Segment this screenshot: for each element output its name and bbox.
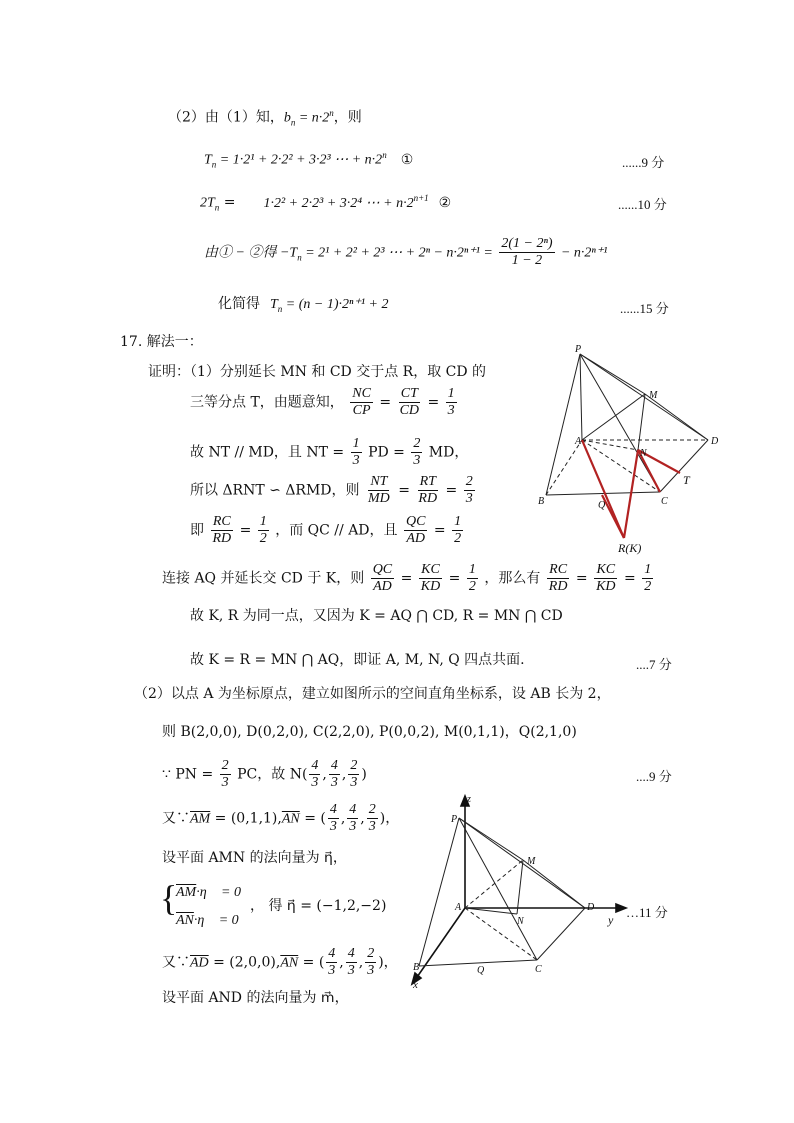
fig2-label-C: C xyxy=(535,964,542,975)
q17-title: 17. 解法一： xyxy=(120,334,203,350)
fig2-label-N: N xyxy=(517,916,524,927)
system-result: ， 得 η⃗ = (−1,2,−2) xyxy=(250,898,387,914)
p2-line-4: 又$\because\overline{AM} = (0,1,1),\overline{AN}$ = ( $\frac{4}{3}$ , $\frac{4}{3}$ , $\frac{2}{3}$ )， xyxy=(162,802,400,835)
fig2-label-B: B xyxy=(413,962,420,973)
proof-line-3: 故 NT // MD，且 NT = $\frac{1}{3}$ PD = $\frac{2}{3}$ MD， xyxy=(190,436,469,469)
p2-line-7: 又$\because\overline{AD} = (2,0,0),\overline{AN}$ = ( $\frac{4}{3}$ , $\frac{4}{3}$ , $\frac{2}{3}$ )， xyxy=(162,946,398,979)
fig1-label-M: M xyxy=(649,390,658,401)
subtraction-equation: 由① − ②得 $-T_n = 2^1 + 2^2 + 2^3$ ⋯ + 2ⁿ − n·2ⁿ⁺¹ = $\frac{\text{2(1 − 2ⁿ)}}{1 - 2}$ − n·2ⁿ⁺¹ xyxy=(204,236,608,269)
fig2-label-Q: Q xyxy=(477,965,485,976)
proof-line-6: 连接 AQ 并延长交 CD 于 K，则 $\frac{QC}{AD}$ = $\frac{KC}{KD}$ = $\frac{1}{2}$ ，那么有 $\frac{RC}{RD}$ = $\frac{KC}{KD}$ = $\frac{1}{2}$ xyxy=(162,562,652,595)
p2-line-8: 设平面 AND 的法向量为 m⃗， xyxy=(162,990,349,1006)
fig1-label-A: A xyxy=(575,436,582,447)
proof-line-8: 故 K = R = MN ⋂ AQ，即证 A, M, N, Q 四点共面. xyxy=(190,652,525,668)
fig1-label-N: N xyxy=(640,448,647,459)
fig2-label-D: D xyxy=(587,902,595,913)
score-9-a: ......9 分 xyxy=(622,155,665,170)
p2-line-5: 设平面 AMN 的法向量为 η⃗， xyxy=(162,850,347,866)
score-7: ....7 分 xyxy=(636,657,672,672)
proof-line-5: 即 $\frac{RC}{RD}$ = $\frac{1}{2}$ ，而 QC // AD，且 $\frac{QC}{AD}$ = $\frac{1}{2}$ xyxy=(190,514,462,547)
fig1-label-P: P xyxy=(575,344,582,355)
fig2-label-z: z xyxy=(467,794,471,805)
system-brace: { xyxy=(160,878,178,918)
system-eq-1: $\overline{AM}\cdot\eta⃗ = 0$ xyxy=(176,885,242,900)
p2-line-1: （2）以点 A 为坐标原点，建立如图所示的空间直角坐标系，设 AB 长为 2， xyxy=(134,686,611,702)
fig1-label-B: B xyxy=(538,496,545,507)
t2n-equation: $2T_n = 1\cdot 2^2 + 2\cdot 2^3 + 3\cdot 2^4$ ⋯ + $n\cdot 2^{n+1}$ ② xyxy=(200,193,452,213)
p2-line-2: 则 B(2,0,0), D(0,2,0), C(2,2,0), P(0,0,2), M(0,1,1)，Q(2,1,0) xyxy=(162,724,577,740)
proof-line-7: 故 K, R 为同一点，又因为 K = AQ ⋂ CD, R = MN ⋂ CD xyxy=(190,608,563,624)
proof-line-1: 证明：（1）分别延长 MN 和 CD 交于点 R，取 CD 的 xyxy=(148,364,487,380)
score-10: ......10 分 xyxy=(618,197,667,212)
figure-pyramid-proof xyxy=(530,340,745,560)
fig2-label-M: M xyxy=(527,856,536,867)
proof-line-2: 三等分点 T，由题意知， $\frac{NC}{CP}$ = $\frac{CT}{CD}$ = $\frac{1}{3}$ xyxy=(190,386,455,419)
fig1-label-C: C xyxy=(661,496,668,507)
tn-equation: $T_n = 1\cdot 2^1 + 2\cdot 2^2 + 3\cdot 2^3$ ⋯ + $n\cdot 2^n$ ① xyxy=(204,150,414,170)
score-15: ......15 分 xyxy=(620,301,669,316)
p2-line-3: ∵ PN = $\frac{2}{3}$ PC，故 N( $\frac{4}{3}$ , $\frac{4}{3}$ , $\frac{2}{3}$ ) xyxy=(162,758,367,791)
fig1-label-Q: Q xyxy=(598,500,606,511)
fig2-label-x: x xyxy=(413,979,418,990)
simplified-equation: 化简得 $T_n = (n - 1)\cdot 2^{n+1} + 2$ xyxy=(218,296,389,314)
figure-coordinate-system xyxy=(405,790,630,990)
proof-line-4: 所以 ΔRNT ∽ ΔRMD，则 $\frac{NT}{MD}$ = $\frac{RT}{RD}$ = $\frac{2}{3}$ xyxy=(190,474,473,507)
score-11: …11 分 xyxy=(626,905,668,920)
fig2-label-y: y xyxy=(608,913,614,927)
fig1-label-D: D xyxy=(711,436,719,447)
fig2-label-A: A xyxy=(455,902,462,913)
fig1-label-RK: R(K) xyxy=(618,541,642,555)
score-9-b: ....9 分 xyxy=(636,769,672,784)
system-eq-2: $\overline{AN}\cdot\eta⃗ = 0$ xyxy=(176,913,239,928)
fig1-label-T: T xyxy=(683,473,690,487)
part2-header: （2）由（1）知，$b_n = n\cdot 2^n$，则 xyxy=(168,108,362,128)
sub-fraction: $\frac{\text{2(1 − 2ⁿ)}}{1 - 2}$ xyxy=(501,236,553,269)
fig2-label-P: P xyxy=(451,814,458,825)
